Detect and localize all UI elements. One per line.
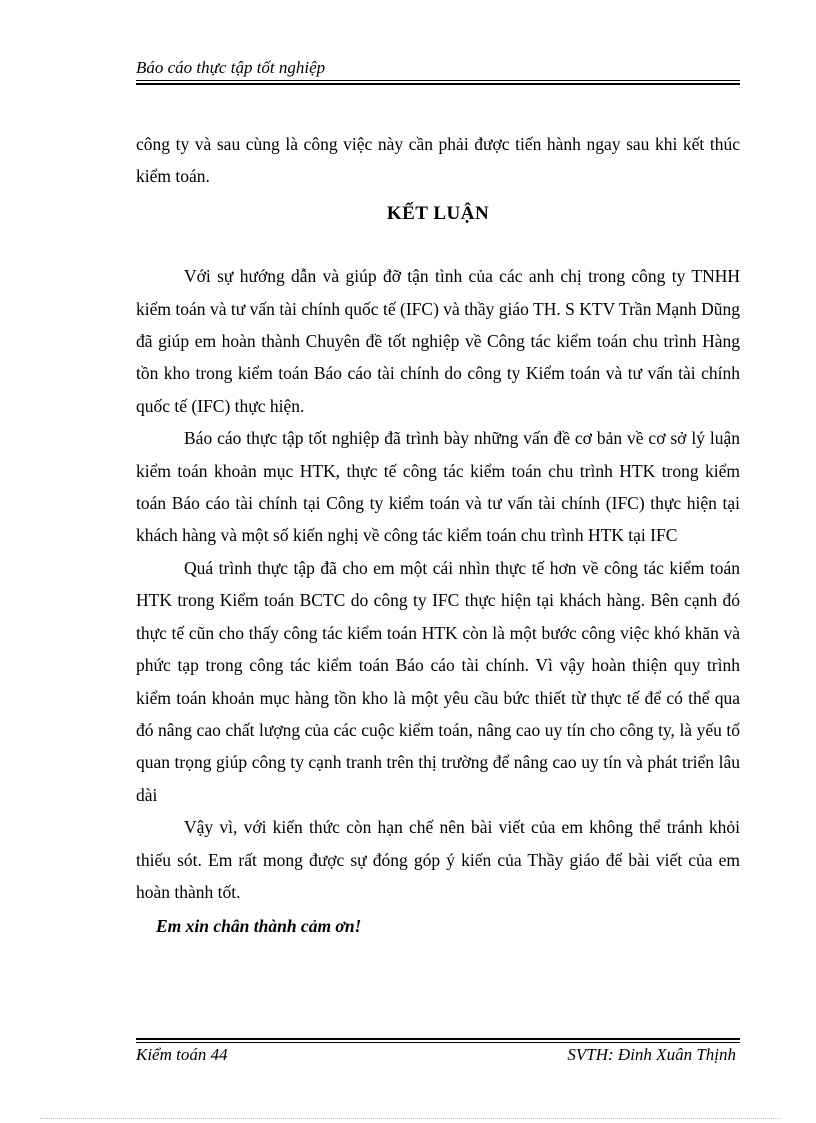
section-heading: KẾT LUẬN xyxy=(386,202,490,224)
page-bottom-border xyxy=(40,1118,780,1119)
paragraph-3: Quá trình thực tập đã cho em một cái nhìn thực tế hơn về công tác kiểm toán HTK trong Kiểm toán BCTC do công ty IFC thực hiện tại khách hàng. Bên cạnh đó thực tế cũn cho thấy công tác kiểm toán HTK còn là một bước công việc khó khăn và phức tạp trong công tác kiểm toán Báo cáo tài chính. Vì vậy hoàn thiện quy trình kiểm toán khoản mục hàng tồn kho là một yêu cầu bức thiết từ thực tế để có thể qua đó nâng cao chất lượng của các cuộc kiểm toán, nâng cao uy tín cho công ty, là yếu tố quan trọng giúp công ty cạnh tranh trên thị trường để nâng cao uy tín và phát triển lâu dài xyxy=(136,557,740,805)
paragraph-1: Với sự hướng dẫn và giúp đỡ tận tình của các anh chị trong công ty TNHH kiểm toán và tư vấn tài chính quốc tế (IFC) và thầy giáo TH. S KTV Trần Mạnh Dũng đã giúp em hoàn thành Chuyên đề tốt nghiệp về Công tác kiểm toán chu trình Hàng tồn kho trong kiểm toán Báo cáo tài chính do công ty Kiểm toán và tư vấn tài chính quốc tế (IFC) thực hiện. xyxy=(136,266,740,416)
header-title: Báo cáo thực tập tốt nghiệp xyxy=(136,58,326,77)
paragraph-4: Vậy vì, với kiến thức còn hạn chế nên bài viết của em không thể tránh khỏi thiếu sót. Em rất mong được sự đóng góp ý kiến của Thầy giáo để bài viết của em hoàn thành tốt. xyxy=(136,817,740,902)
header-rule-bottom xyxy=(136,83,740,85)
paragraph-2: Báo cáo thực tập tốt nghiệp đã trình bày những vấn đề cơ bản về cơ sở lý luận kiểm toán khoản mục HTK, thực tế công tác kiểm toán chu trình HTK trong kiểm toán Báo cáo tài chính tại Công ty kiểm toán và tư vấn tài chính (IFC) thực hiện tại khách hàng và một số kiến nghị về công tác kiểm toán chu trình HTK tại IFC xyxy=(136,428,740,546)
intro-text: công ty và sau cùng là công việc này cần phải được tiến hành ngay sau khi kết thúc kiểm toán. xyxy=(136,134,740,187)
footer-rule-bottom xyxy=(136,1042,740,1043)
footer-rule-top xyxy=(136,1038,740,1040)
closing-line: Em xin chân thành cảm ơn! xyxy=(156,916,362,937)
document-body xyxy=(136,128,740,943)
footer-author: SVTH: Đinh Xuân Thịnh xyxy=(567,1045,736,1064)
footer-course: Kiểm toán 44 xyxy=(136,1045,228,1064)
header-rule-top xyxy=(136,80,740,81)
